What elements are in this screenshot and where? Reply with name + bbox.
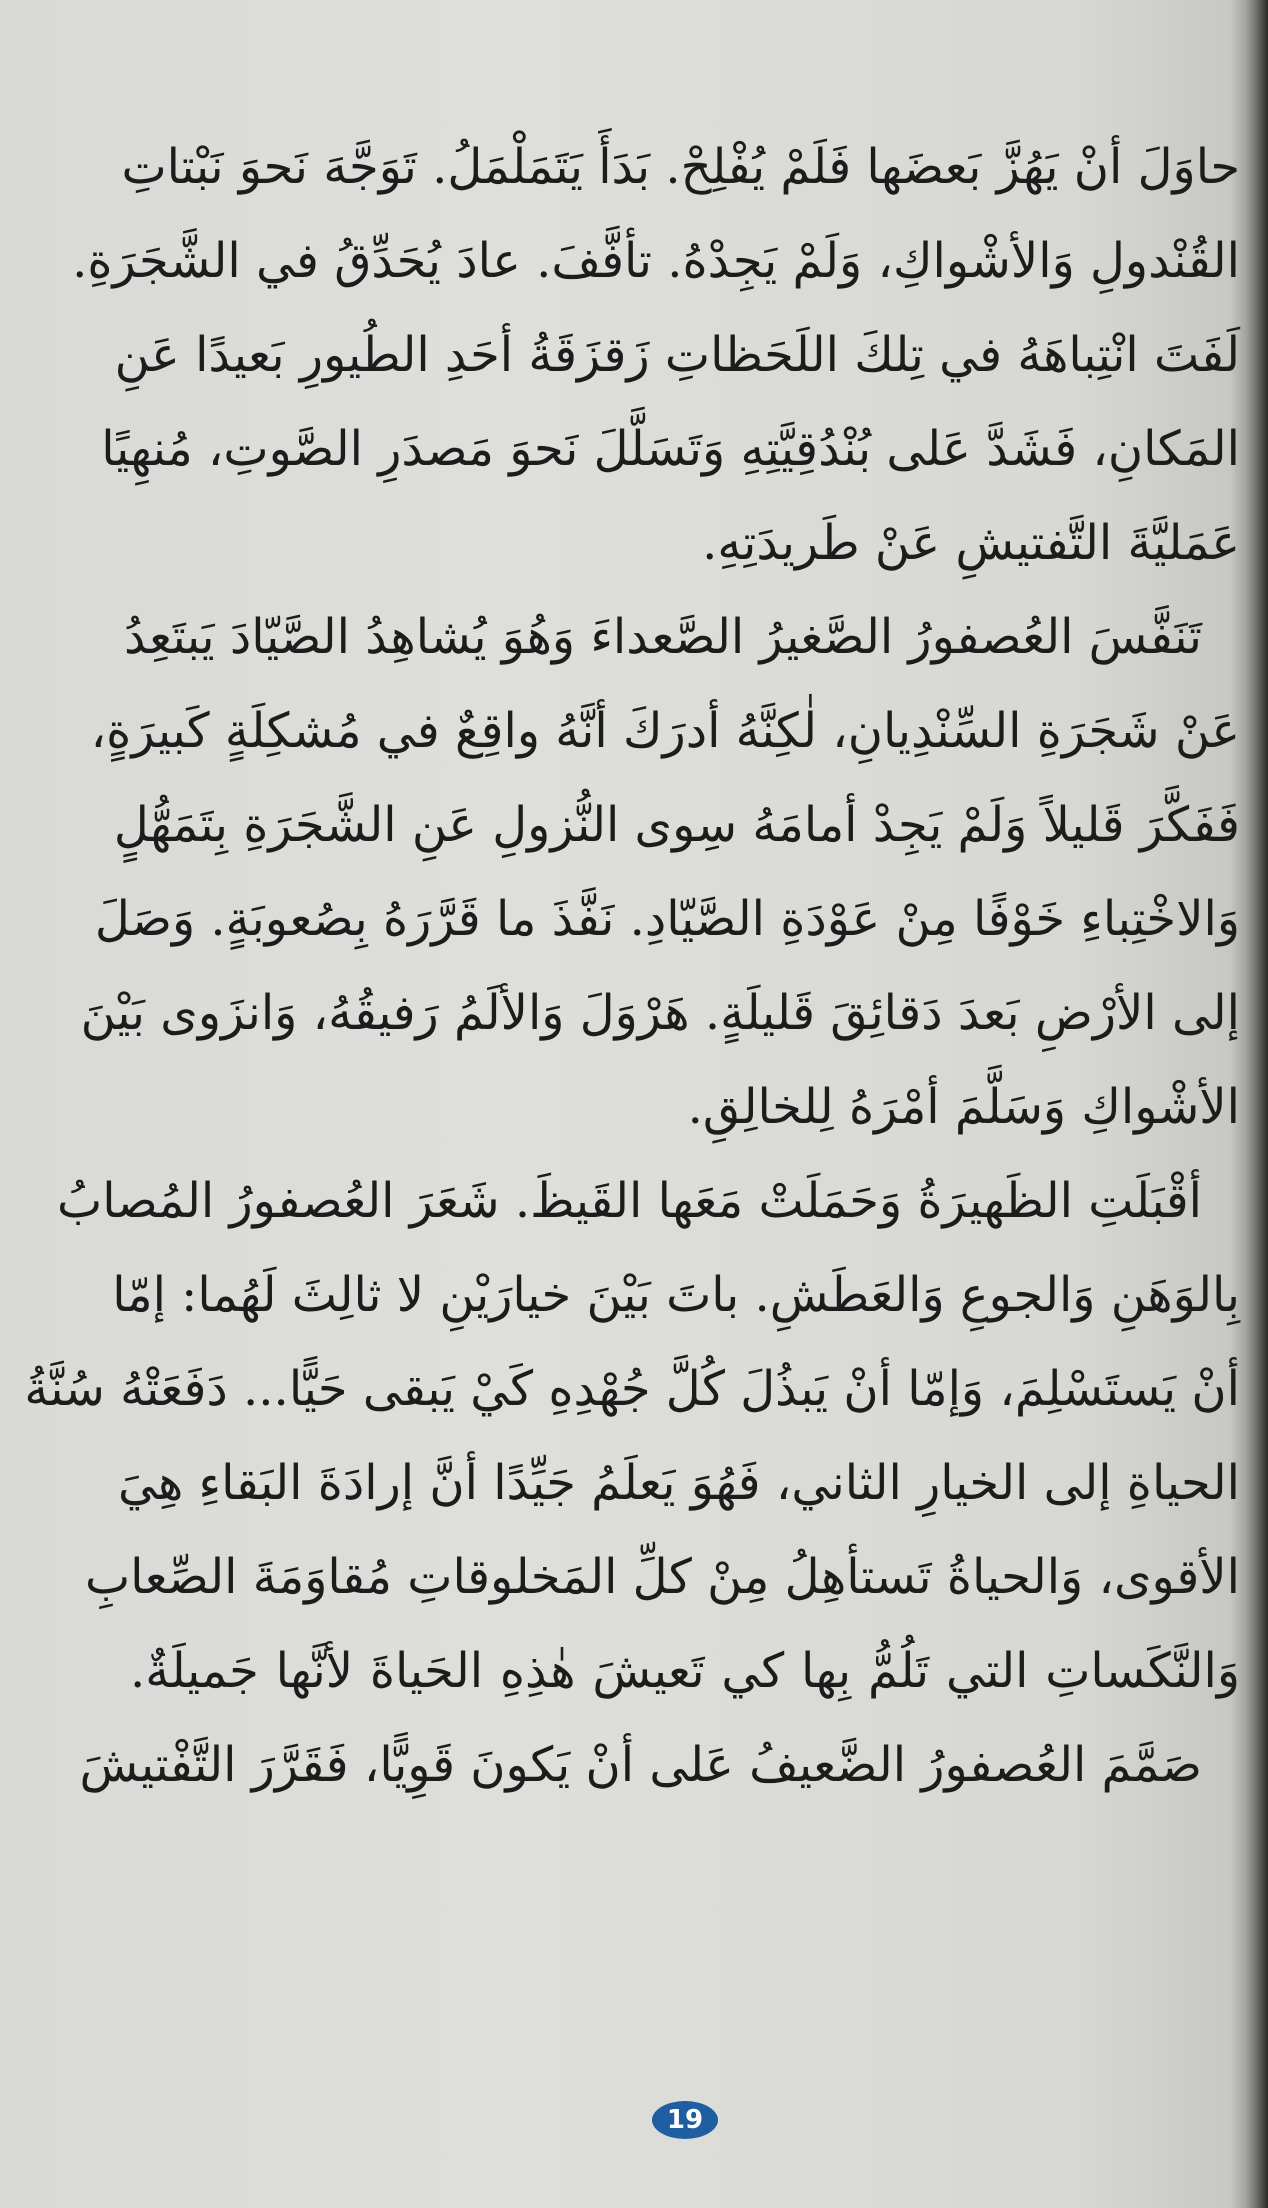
text-line: الأشْواكِ وَسَلَّمَ أمْرَهُ لِلخالِقِ. <box>687 1079 1240 1135</box>
text-line: وَالاخْتِباءِ خَوْفًا مِنْ عَوْدَةِ الصَّيّادِ. نَفَّذَ ما قَرَّرَهُ بِصُعوبَةٍ. وَصَلَ <box>94 891 1240 947</box>
text-line: حاوَلَ أنْ يَهُزَّ بَعضَها فَلَمْ يُفْلِحْ. بَدَأَ يَتَمَلْمَلُ. تَوَجَّهَ نَحوَ نَبْتاتِ <box>121 139 1240 195</box>
text-line: لَفَتَ انْتِباهَهُ في تِلكَ اللَحَظاتِ زَقزَقَةُ أحَدِ الطُيورِ بَعيدًا عَنِ <box>114 327 1240 383</box>
text-line: الأقوى، وَالحياةُ تَستأهِلُ مِنْ كلِّ المَخلوقاتِ مُقاوَمَةَ الصِّعابِ <box>84 1549 1240 1605</box>
paragraph-start-line: أقْبَلَتِ الظَهيرَةُ وَحَمَلَتْ مَعَها القَيظَ. شَعَرَ العُصفورُ المُصابُ <box>57 1173 1202 1229</box>
text-line: فَفَكَّرَ قَليلاً وَلَمْ يَجِدْ أمامَهُ سِوى النُّزولِ عَنِ الشَّجَرَةِ بِتَمَهُّلٍ <box>113 797 1240 853</box>
paragraph-start-line: تَنَفَّسَ العُصفورُ الصَّغيرُ الصَّعداءَ وَهُوَ يُشاهِدُ الصَّيّادَ يَبتَعِدُ <box>123 609 1202 665</box>
text-line: عَمَليَّةَ التَّفتيشِ عَنْ طَريدَتِهِ. <box>702 515 1240 571</box>
paragraph-start-line: صَمَّمَ العُصفورُ الضَّعيفُ عَلى أنْ يَكونَ قَوِيًّا، فَقَرَّرَ التَّفْتيشَ <box>79 1737 1202 1793</box>
text-line: القُنْدولِ وَالأشْواكِ، وَلَمْ يَجِدْهُ. تأفَّفَ. عادَ يُحَدِّقُ في الشَّجَرَةِ. <box>72 233 1240 289</box>
text-line: أنْ يَستَسْلِمَ، وَإمّا أنْ يَبذُلَ كُلَّ جُهْدِهِ كَيْ يَبقى حَيًّا... دَفَعَتْهُ سُنَّةُ <box>24 1361 1240 1417</box>
page-number-badge: 19 <box>652 2101 718 2139</box>
text-line: المَكانِ، فَشَدَّ عَلى بُنْدُقِيَّتِهِ وَتَسَلَّلَ نَحوَ مَصدَرِ الصَّوتِ، مُنهِيًا <box>101 421 1240 477</box>
text-line: الحياةِ إلى الخيارِ الثاني، فَهُوَ يَعلَمُ جَيِّدًا أنَّ إرادَةَ البَقاءِ هِيَ <box>117 1455 1240 1511</box>
book-spine-shadow <box>1246 0 1268 2208</box>
text-line: عَنْ شَجَرَةِ السِّنْدِيانِ، لٰكِنَّهُ أدرَكَ أنَّهُ واقِعٌ في مُشكِلَةٍ كَبيرَةٍ، <box>90 703 1240 759</box>
story-text <box>24 120 1240 1812</box>
text-line: إلى الأرْضِ بَعدَ دَقائِقَ قَليلَةٍ. هَرْوَلَ وَالألَمُ رَفيقُهُ، وَانزَوى بَيْنَ <box>80 985 1240 1041</box>
text-line: وَالنَّكَساتِ التي تَلُمُّ بِها كي تَعيشَ هٰذِهِ الحَياةَ لأنَّها جَميلَةٌ. <box>130 1643 1240 1699</box>
text-line: بِالوَهَنِ وَالجوعِ وَالعَطَشِ. باتَ بَيْنَ خيارَيْنِ لا ثالِثَ لَهُما: إمّا <box>112 1267 1240 1323</box>
